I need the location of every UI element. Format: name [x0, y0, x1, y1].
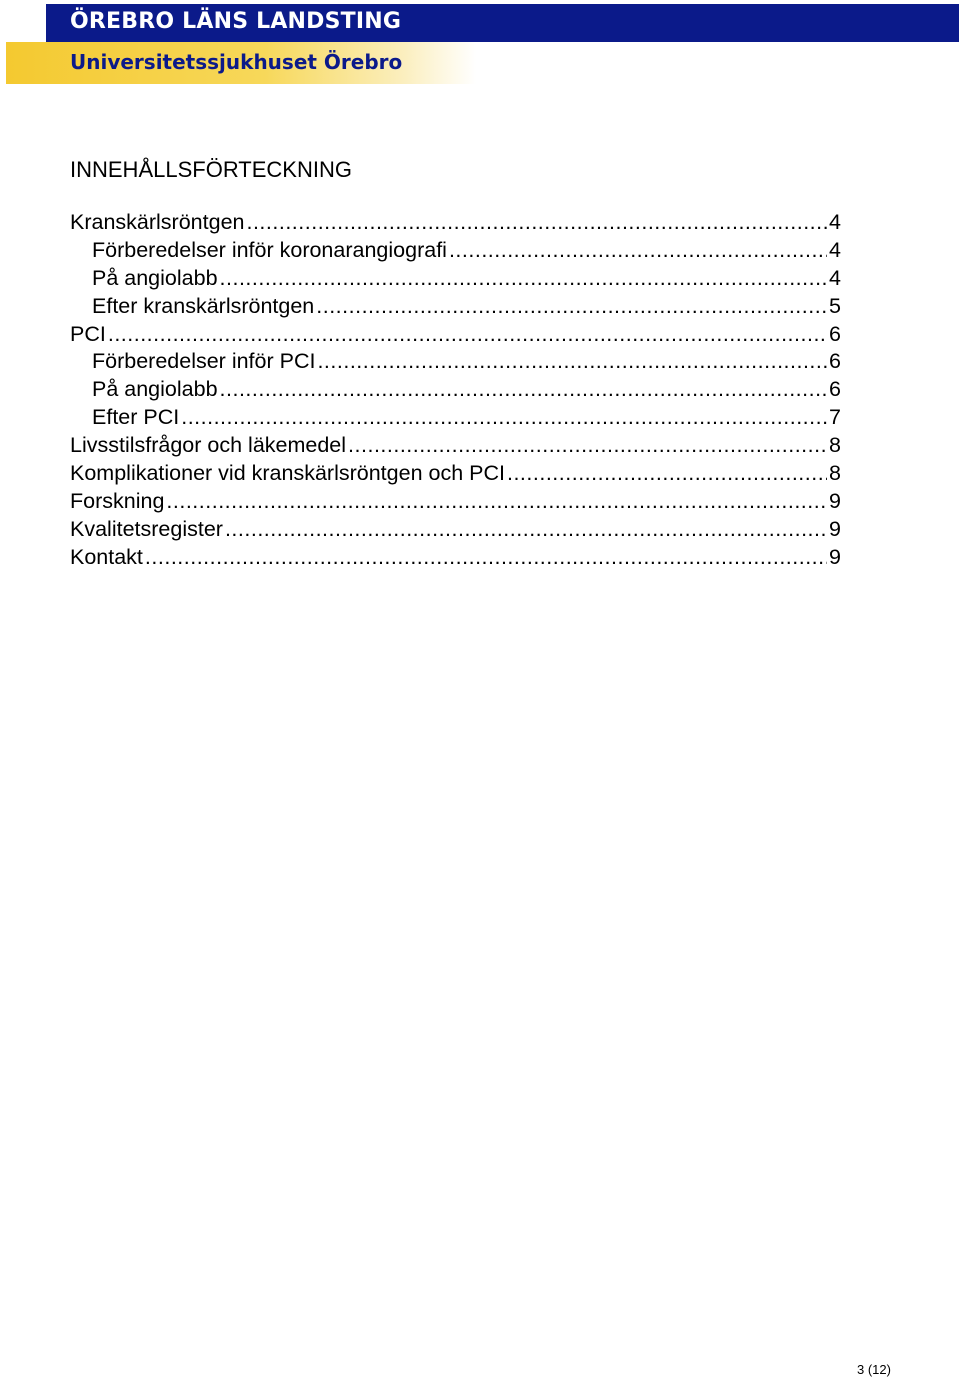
toc-entry-title: Forskning — [70, 488, 165, 513]
toc-entry-page: 4 — [829, 210, 841, 234]
toc-entry[interactable] — [70, 488, 841, 516]
toc-entry-title: Kranskärlsröntgen — [70, 210, 245, 234]
toc-entry-page: 6 — [829, 321, 841, 346]
toc-entry[interactable] — [70, 460, 841, 488]
toc-entry[interactable] — [70, 432, 841, 460]
toc-entry-title: Efter kranskärlsröntgen — [92, 293, 315, 318]
toc-entry[interactable] — [70, 321, 841, 349]
toc-entry-title: Komplikationer vid kranskärlsröntgen och PCI — [70, 461, 505, 486]
header-band — [6, 42, 476, 84]
toc-entry-page: 4 — [829, 237, 841, 262]
toc-entry[interactable] — [70, 237, 841, 265]
toc-list — [70, 209, 841, 572]
toc-entry-title: På angiolabb — [92, 377, 218, 402]
toc-entry[interactable] — [70, 265, 841, 293]
toc-heading: INNEHÅLLSFÖRTECKNING — [70, 157, 352, 182]
toc-dot-leader — [220, 265, 828, 293]
toc-dot-leader — [449, 237, 827, 265]
toc-dot-leader — [145, 544, 827, 572]
toc-dot-leader — [225, 516, 827, 544]
toc-dot-leader — [166, 488, 827, 516]
toc-dot-leader — [316, 293, 827, 321]
toc-dot-leader — [348, 432, 827, 460]
toc-dot-leader — [108, 321, 827, 349]
toc-entry-page: 8 — [829, 433, 841, 458]
toc-entry[interactable] — [70, 348, 841, 376]
hospital-name: Universitetssjukhuset Örebro — [70, 50, 403, 74]
toc-entry-title: Förberedelser inför PCI — [92, 349, 316, 374]
toc-entry[interactable] — [70, 293, 841, 321]
toc-entry-page: 6 — [829, 377, 841, 402]
toc-entry-page: 8 — [829, 461, 841, 486]
toc-entry-page: 4 — [829, 265, 841, 290]
toc-entry-title: På angiolabb — [92, 265, 218, 290]
toc-entry-page: 6 — [829, 349, 841, 374]
toc-entry-page: 5 — [829, 293, 841, 318]
toc-entry[interactable] — [70, 516, 841, 544]
toc-dot-leader — [181, 404, 827, 432]
toc-entry[interactable] — [70, 209, 841, 237]
toc-dot-leader — [507, 460, 827, 488]
toc-entry-page: 7 — [829, 405, 841, 430]
toc-dot-leader — [246, 209, 827, 237]
toc-entry[interactable] — [70, 544, 841, 572]
toc-entry-title: PCI — [70, 321, 106, 346]
toc-entry-page: 9 — [829, 544, 841, 569]
toc-dot-leader — [220, 376, 828, 404]
toc-entry[interactable] — [70, 404, 841, 432]
toc-entry-page: 9 — [829, 516, 841, 541]
toc-dot-leader — [317, 348, 827, 376]
toc-entry-page: 9 — [829, 488, 841, 513]
header-banner — [46, 4, 959, 42]
toc-entry-title: Livsstilsfrågor och läkemedel — [70, 433, 347, 458]
toc-entry-title: Förberedelser inför koronarangiografi — [92, 237, 447, 262]
toc-entry[interactable] — [70, 376, 841, 404]
toc-entry-title: Kontakt — [70, 544, 143, 569]
toc-entry-title: Efter PCI — [92, 405, 180, 430]
toc-entry-title: Kvalitetsregister — [70, 516, 223, 541]
page-number: 3 (12) — [857, 1362, 891, 1377]
organization-name: ÖREBRO LÄNS LANDSTING — [70, 9, 402, 34]
